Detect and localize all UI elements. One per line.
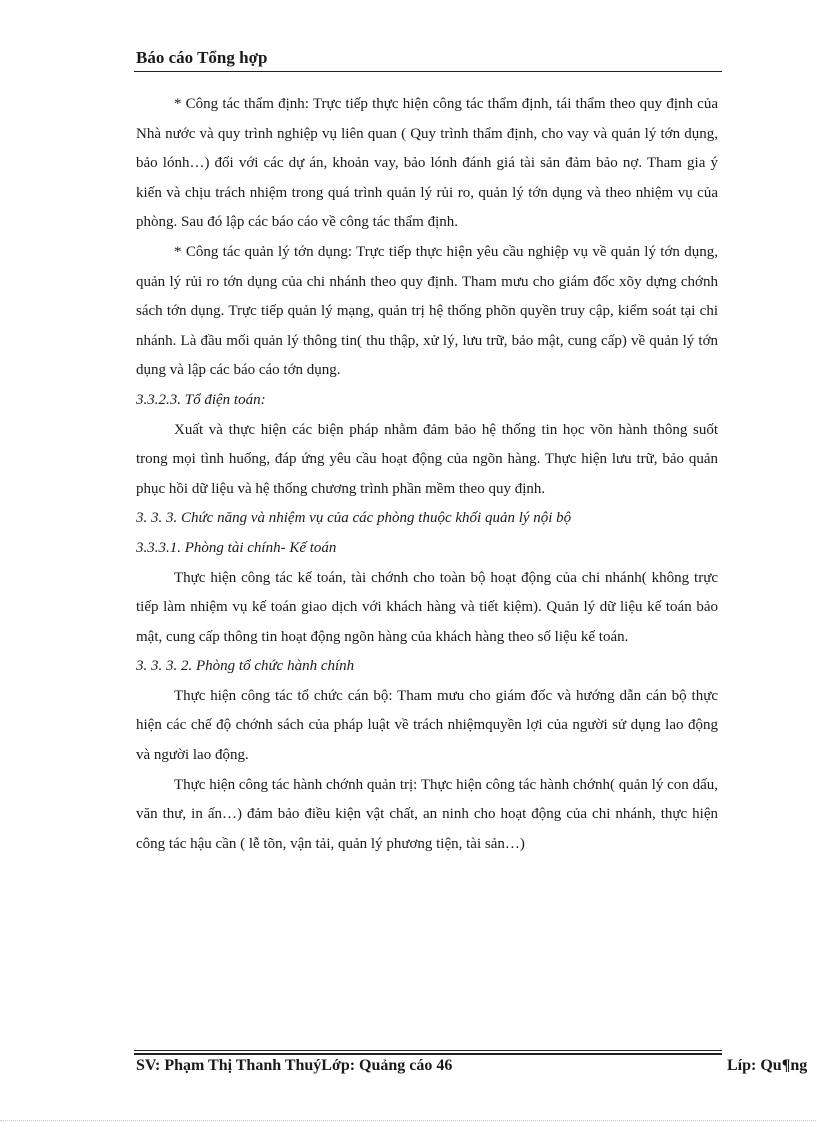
page-header-title: Báo cáo Tổng hợp <box>136 48 268 67</box>
footer-rule-top <box>134 1050 722 1051</box>
heading-internal-departments: 3. 3. 3. Chức năng và nhiệm vụ của các phòng thuộc khối quản lý nội bộ <box>136 510 572 527</box>
heading-finance-accounting: 3.3.3.1. Phòng tài chính- Kế toán <box>136 539 337 556</box>
paragraph-credit-appraisal: * Công tác thẩm định: Trực tiếp thực hiện công tác thẩm định, tái thẩm theo quy định của Nhà nước và quy trình nghiệp vụ liên quan ( Quy trình thẩm định, cho vay và quản lý tớn dụng, bảo lónh…) đối với các dự án, khoản vay, bảo lónh đánh giá tài sản đảm bảo nợ. Tham gia ý kiến và chịu trách nhiệm trong quá trình quản lý rủi ro, quản lý tớn dụng và theo nhiệm vụ của phòng. Sau đó lập các báo cáo về công tác thẩm định. <box>136 96 718 231</box>
footer-student-info: SV: Phạm Thị Thanh ThuýLớp: Quảng cáo 46 <box>136 1057 453 1074</box>
paragraph-personnel: Thực hiện công tác tổ chức cán bộ: Tham mưu cho giám đốc và hướng dẫn cán bộ thực hiện các chế độ chớnh sách của pháp luật về trách nhiệmquyền lợi của người sử dụng lao động và người lao động. <box>136 687 718 764</box>
header-rule <box>134 71 722 72</box>
paragraph-finance-accounting: Thực hiện công tác kế toán, tài chớnh cho toàn bộ hoạt động của chi nhánh( không trực tiếp làm nhiệm vụ kế toán giao dịch với khách hàng và tiết kiệm). Quản lý dữ liệu kế toán bảo mật, cung cấp thông tin hoạt động ngõn hàng của khách hàng theo số liệu kế toán. <box>136 569 718 645</box>
paragraph-administration: Thực hiện công tác hành chớnh quản trị: Thực hiện công tác hành chớnh( quản lý con dấu, văn thư, in ấn…) đảm bảo điều kiện vật chất, an ninh cho hoạt động của chi nhánh, thực hiện công tác hậu cần ( lễ tõn, vận tải, quản lý phương tiện, tài sản…) <box>136 776 718 852</box>
heading-administration: 3. 3. 3. 2. Phòng tổ chức hành chính <box>136 658 355 675</box>
footer-class-info: Líp: Qu¶ng <box>727 1057 808 1074</box>
heading-it-team: 3.3.2.3. Tổ điện toán: <box>136 391 266 408</box>
paragraph-it-team: Xuất và thực hiện các biện pháp nhằm đảm bảo hệ thống tin học võn hành thông suốt trong mọi tình huống, đáp ứng yêu cầu hoạt động của ngõn hàng. Thực hiện lưu trữ, bảo quản phục hồi dữ liệu và hệ thống chương trình phần mềm theo quy định. <box>136 421 718 497</box>
footer-rule-bottom <box>134 1053 722 1055</box>
page-bottom-border <box>0 1120 816 1121</box>
paragraph-credit-management: * Công tác quản lý tớn dụng: Trực tiếp thực hiện yêu cầu nghiệp vụ về quản lý tớn dụng, quản lý rủi ro tớn dụng của chi nhánh theo quy định. Tham mưu cho giám đốc xõy dựng chớnh sách tớn dụng. Trực tiếp quản lý mạng, quản trị hệ thống phõn quyền truy cập, kiểm soát tại chi nhánh. Là đầu mối quản lý thông tin( thu thập, xử lý, lưu trữ, bảo mật, cung cấp) về quản lý tớn dụng và lập các báo cáo tớn dụng. <box>136 243 718 379</box>
document-body <box>136 90 718 859</box>
